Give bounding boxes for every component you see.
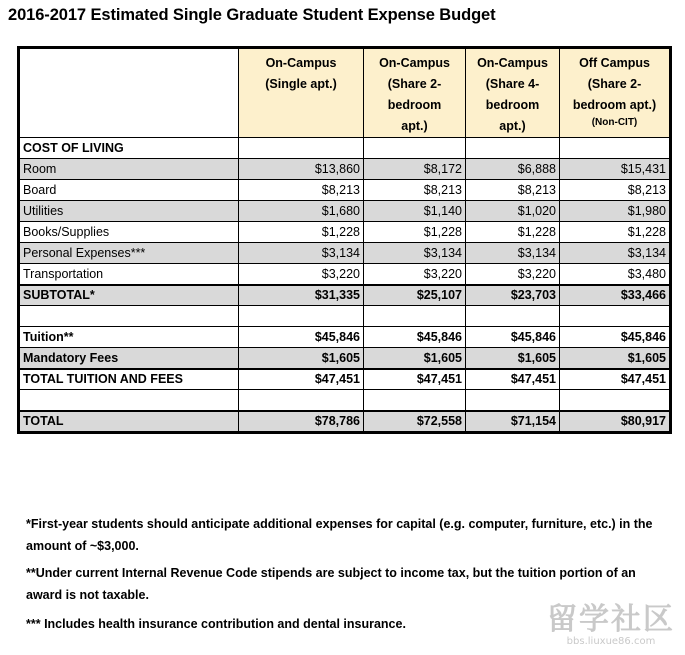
table-row-transportation — [20, 264, 670, 285]
cell-value: $23,703 — [466, 285, 560, 306]
section-label: COST OF LIVING — [20, 138, 239, 159]
cell-value: $3,134 — [560, 243, 670, 264]
row-label: Personal Expenses*** — [20, 243, 239, 264]
cell-value: $71,154 — [466, 411, 560, 432]
column-header-line: On-Campus — [379, 56, 450, 70]
cell-value: $25,107 — [364, 285, 466, 306]
spacer-row — [20, 390, 670, 411]
table-row-utilities — [20, 201, 670, 222]
row-label: Transportation — [20, 264, 239, 285]
column-header-note: (Non-CIT) — [591, 117, 638, 128]
table-row-books — [20, 222, 670, 243]
cell-value: $47,451 — [239, 369, 364, 390]
cell-value: $1,605 — [239, 348, 364, 369]
table-row-total — [20, 411, 670, 432]
cell-value: $3,220 — [239, 264, 364, 285]
column-header-line: Off Campus — [579, 56, 650, 70]
cell-value: $45,846 — [239, 327, 364, 348]
column-header-line: On-Campus — [477, 56, 548, 70]
cell-value: $13,860 — [239, 159, 364, 180]
cell-value: $6,888 — [466, 159, 560, 180]
cell-value: $1,228 — [466, 222, 560, 243]
row-label: Mandatory Fees — [20, 348, 239, 369]
cell-value: $45,846 — [364, 327, 466, 348]
cell-value: $8,213 — [364, 180, 466, 201]
table-row-total-tuition — [20, 369, 670, 390]
cell-value: $33,466 — [560, 285, 670, 306]
column-header-line: apt.) — [499, 119, 526, 133]
header-row — [20, 49, 670, 138]
cell-value: $1,020 — [466, 201, 560, 222]
cell-value: $1,228 — [239, 222, 364, 243]
footnote-insurance: *** Includes health insurance contribution and dental insurance. — [26, 617, 406, 631]
cell-value: $78,786 — [239, 411, 364, 432]
cell-value: $47,451 — [560, 369, 670, 390]
row-label: Books/Supplies — [20, 222, 239, 243]
column-header-on-campus-single — [239, 49, 364, 138]
cell-value: $8,213 — [560, 180, 670, 201]
row-label: TOTAL — [20, 411, 239, 432]
cell-value: $3,220 — [466, 264, 560, 285]
column-header-line: (Share 2- — [387, 77, 442, 91]
cell-value: $1,980 — [560, 201, 670, 222]
cell-value: $1,605 — [466, 348, 560, 369]
cell-value: $31,335 — [239, 285, 364, 306]
cell-value: $3,134 — [364, 243, 466, 264]
cell-value: $47,451 — [466, 369, 560, 390]
footnote-tax: **Under current Internal Revenue Code stipends are subject to income tax, but the tuition portion of an award is not taxable. — [26, 566, 636, 602]
watermark-logo — [547, 604, 675, 647]
column-header-on-campus-share4 — [466, 49, 560, 138]
cell-value: $1,680 — [239, 201, 364, 222]
column-header-line: (Share 4- — [485, 77, 540, 91]
budget-table — [19, 48, 670, 432]
cell-value: $3,480 — [560, 264, 670, 285]
column-header-line: bedroom apt.) — [572, 98, 657, 112]
cell-value: $8,213 — [239, 180, 364, 201]
cell-value: $47,451 — [364, 369, 466, 390]
table-row-personal — [20, 243, 670, 264]
page-title: 2016-2017 Estimated Single Graduate Student Expense Budget — [8, 6, 496, 24]
footnote-capital-expenses: *First-year students should anticipate additional expenses for capital (e.g. computer, furniture, etc.) in the amount of ~$3,000. — [26, 517, 653, 553]
row-label: Board — [20, 180, 239, 201]
cell-value: $3,134 — [466, 243, 560, 264]
cell-value: $3,220 — [364, 264, 466, 285]
table-row-board — [20, 180, 670, 201]
cell-value: $1,140 — [364, 201, 466, 222]
table-row-room — [20, 159, 670, 180]
column-header-off-campus — [560, 49, 670, 138]
header-blank-cell — [20, 49, 239, 138]
column-header-line: (Share 2- — [587, 77, 642, 91]
row-label: Tuition** — [20, 327, 239, 348]
table-row-subtotal — [20, 285, 670, 306]
cell-value: $3,134 — [239, 243, 364, 264]
column-header-line: bedroom — [485, 98, 540, 112]
column-header-line: On-Campus — [265, 56, 337, 70]
cell-value: $72,558 — [364, 411, 466, 432]
row-label: Room — [20, 159, 239, 180]
section-row-cost-of-living — [20, 138, 670, 159]
cell-value: $45,846 — [560, 327, 670, 348]
row-label: TOTAL TUITION AND FEES — [20, 369, 239, 390]
cell-value: $1,228 — [364, 222, 466, 243]
cell-value: $80,917 — [560, 411, 670, 432]
row-label: SUBTOTAL* — [20, 285, 239, 306]
cell-value: $1,228 — [560, 222, 670, 243]
column-header-line: apt.) — [401, 119, 428, 133]
cell-value: $45,846 — [466, 327, 560, 348]
cell-value: $1,605 — [364, 348, 466, 369]
spacer-row — [20, 306, 670, 327]
column-header-line: bedroom — [387, 98, 442, 112]
cell-value: $8,172 — [364, 159, 466, 180]
watermark-url: bbs.liuxue86.com — [566, 636, 656, 647]
table-row-mandatory-fees — [20, 348, 670, 369]
row-label: Utilities — [20, 201, 239, 222]
cell-value: $15,431 — [560, 159, 670, 180]
column-header-line: (Single apt.) — [265, 77, 337, 91]
table-row-tuition — [20, 327, 670, 348]
cell-value: $1,605 — [560, 348, 670, 369]
watermark-text: 留学社区 — [547, 602, 675, 637]
column-header-on-campus-share2 — [364, 49, 466, 138]
cell-value: $8,213 — [466, 180, 560, 201]
